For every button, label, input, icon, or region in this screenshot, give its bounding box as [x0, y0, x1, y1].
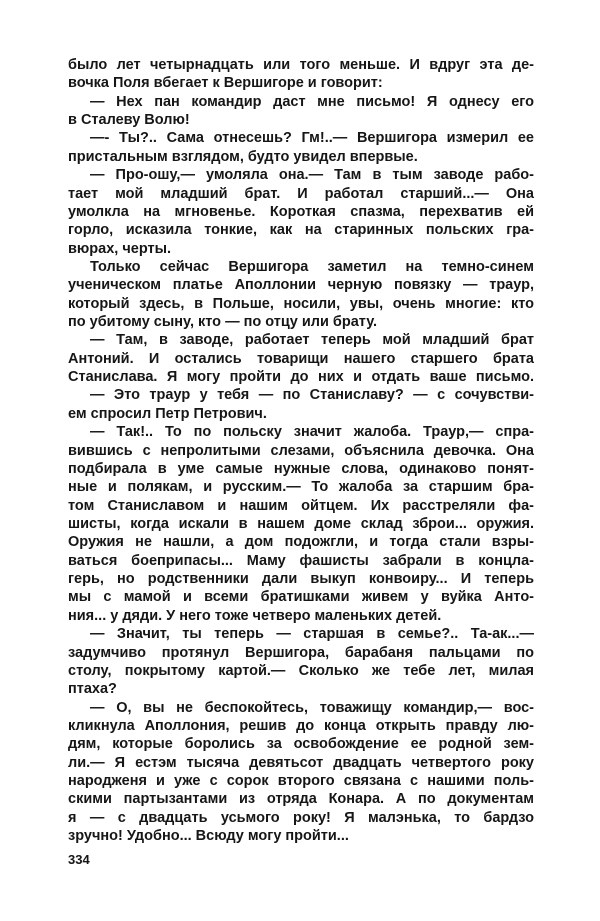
text-line: Станислава. Я могу пройти до них и отдать ваше письмо.: [68, 369, 534, 386]
text-line: умолкла на мгновенье. Короткая спазма, перехватив ей: [68, 203, 534, 220]
text-line: кликнула Аполлония, решив до конца открыть правду лю-: [68, 717, 534, 734]
text-line: —- Ты?.. Сама отнесешь? Гм!..— Вершигора измерил ее: [90, 130, 534, 147]
text-line: ем спросил Петр Петрович.: [68, 405, 267, 422]
text-line: — О, вы не беспокойтесь, товажищу командир,— вос-: [90, 699, 534, 716]
text-line: задумчиво протянул Вершигора, барабаня пальцами по: [68, 644, 534, 661]
text-line: Оружия не нашли, а дом подожгли, и тогда стали взры-: [68, 534, 534, 551]
book-page-text: [68, 56, 534, 845]
text-line: по убитому сыну, кто — по отцу или брату.: [68, 314, 378, 331]
text-line: — Там, в заводе, работает теперь мой младший брат: [90, 332, 534, 349]
text-line: вочка Поля вбегает к Вершигоре и говорит:: [68, 75, 383, 92]
text-line: том Станиславом и нашим ойтцем. Их расстреляли фа-: [68, 497, 534, 514]
page-number: 334: [68, 852, 90, 867]
text-line: скими партызантами из отряда Конара. А по документам: [68, 791, 534, 808]
text-line: — Это траур у тебя — по Станиславу? — с сочувстви-: [90, 387, 534, 404]
text-line: — Про-ошу,— умоляла она.— Там в тым заводе рабо-: [90, 167, 534, 184]
text-line: в Сталеву Волю!: [68, 112, 190, 129]
text-line: тает мой младший брат. И работал старший...— Она: [68, 185, 534, 202]
text-line: я — с двадцать усьмого року! Я малэнька, то бардзо: [68, 809, 534, 826]
text-line: зручно! Удобно... Всюду могу пройти...: [68, 828, 349, 845]
text-line: — Нех пан командир даст мне письмо! Я однесу его: [90, 93, 534, 110]
text-line: горло, исказила тонкие, как на старинных польских гра-: [68, 222, 534, 239]
text-line: дям, которые боролись за освобождение ее родной зем-: [68, 736, 534, 753]
text-line: ные и полякам, и русским.— То жалоба за старшим бра-: [68, 479, 534, 496]
text-line: птаха?: [68, 681, 117, 698]
text-line: вившись с непролитыми слезами, объяснила девочка. Она: [68, 442, 534, 459]
text-line: — Так!.. То по польску значит жалоба. Траур,— спра-: [90, 424, 534, 441]
text-line: ученическом платье Аполлонии черную повязку — траур,: [68, 277, 534, 294]
text-line: — Значит, ты теперь — старшая в семье?.. Та-ак...—: [90, 626, 534, 643]
text-line: Антоний. И остались товарищи нашего старшего брата: [68, 350, 534, 367]
text-line: Только сейчас Вершигора заметил на темно-синем: [90, 258, 534, 275]
text-line: вюрах, черты.: [68, 240, 172, 257]
text-line: ваться боеприпасы... Маму фашисты забрали в концла-: [68, 552, 534, 569]
text-line: столу, покрытому картой.— Сколько же тебе лет, милая: [68, 662, 534, 679]
text-line: ния... у дяди. У него тоже четверо маленьких детей.: [68, 607, 442, 624]
text-line: было лет четырнадцать или того меньше. И вдруг эта де-: [68, 57, 534, 73]
text-line: который здесь, в Польше, носили, увы, очень многие: кто: [68, 295, 534, 312]
text-line: народженя и уже с сорок второго связана с нашими поль-: [68, 773, 534, 790]
text-line: мы с мамой и всеми братишками живем у вуйка Анто-: [68, 589, 534, 606]
text-line: шисты, когда искали в нашем доме склад зброи... оружия.: [68, 515, 534, 532]
text-line: пристальным взглядом, будто увидел впервые.: [68, 148, 418, 165]
text-line: ли.— Я естэм тысяча девятьсот двадцать четвертого року: [68, 754, 534, 771]
text-line: герь, но родственники дали выкуп конвоиру... И теперь: [68, 571, 534, 588]
text-line: подбирала в уме самые нужные слова, одинаково понят-: [68, 460, 534, 477]
